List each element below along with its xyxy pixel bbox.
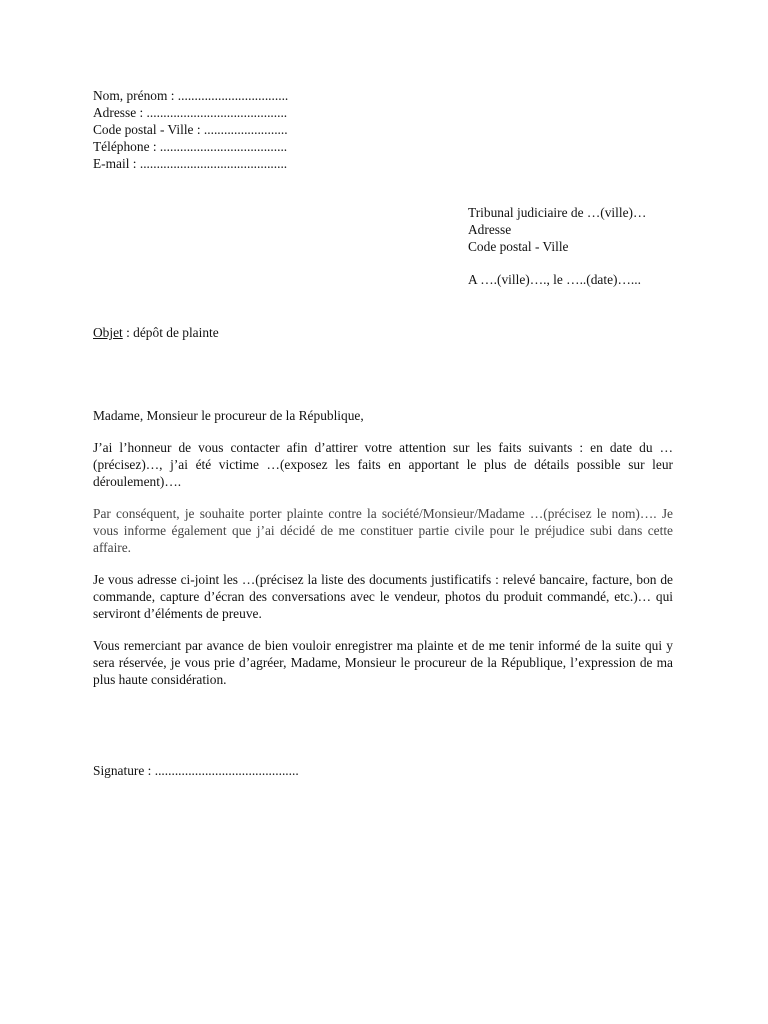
signature-line: Signature : ........................................... bbox=[93, 763, 299, 778]
letter-body bbox=[93, 407, 673, 703]
object-label: Objet bbox=[93, 325, 123, 340]
paragraph-attachments: Je vous adresse ci-joint les …(précisez la liste des documents justificatifs : relevé bancaire, facture, bon de commande, capture d’écran des conversations avec le vendeur, photos du produit commandé, etc.)… qui serviront d’éléments de preuve. bbox=[93, 572, 673, 621]
paragraph-facts: J’ai l’honneur de vous contacter afin d’attirer votre attention sur les faits suivants : en date du …(précisez)…, j’ai été victime …(exposez les faits en apportant le plus de détails possible sur leur déroulement)…. bbox=[93, 440, 673, 489]
salutation: Madame, Monsieur le procureur de la République, bbox=[93, 408, 364, 423]
sender-block bbox=[93, 87, 393, 172]
recipient-address: Adresse bbox=[468, 222, 512, 237]
sender-address: Adresse : .......................................... bbox=[93, 105, 288, 120]
object-text: : dépôt de plainte bbox=[122, 325, 219, 340]
recipient-court: Tribunal judiciaire de …(ville)… bbox=[468, 205, 647, 220]
recipient-postal-city: Code postal - Ville bbox=[468, 239, 569, 254]
sender-phone: Téléphone : ...................................... bbox=[93, 139, 288, 154]
paragraph-closing: Vous remerciant par avance de bien vouloir enregistrer ma plainte et de me tenir informé de la suite qui y sera réservée, je vous prie d’agréer, Madame, Monsieur le procureur de la République, l’expression de ma plus haute considération. bbox=[93, 638, 673, 687]
place-date-line: A ….(ville)…., le …..(date)…... bbox=[468, 272, 641, 287]
sender-postal-city: Code postal - Ville : ......................... bbox=[93, 122, 288, 137]
recipient-block bbox=[468, 204, 708, 255]
sender-email: E-mail : ............................................ bbox=[93, 156, 288, 171]
sender-name: Nom, prénom : ................................. bbox=[93, 88, 289, 103]
object-line bbox=[93, 324, 219, 341]
paragraph-complaint: Par conséquent, je souhaite porter plainte contre la société/Monsieur/Madame …(précisez le nom)…. Je vous informe également que j’ai décidé de me constituer partie civile pour le préjudice subi dans cette affaire. bbox=[93, 506, 673, 555]
